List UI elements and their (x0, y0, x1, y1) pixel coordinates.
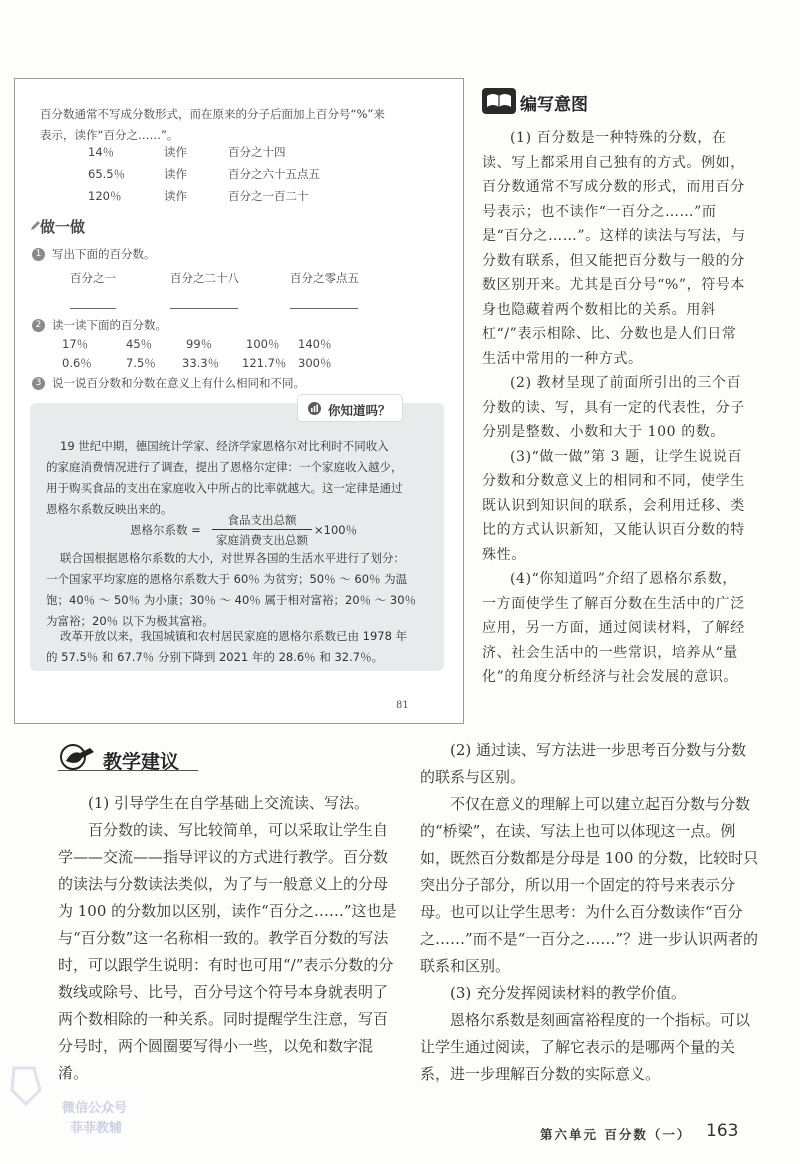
writing-intent-body (482, 126, 750, 690)
know-line: 19 世纪中期，德国统计学家、经济学家恩格尔对比利时不同收入 (60, 439, 389, 453)
teaching-paragraph: (3) 充分发挥阅读材料的教学价值。 (450, 984, 687, 1002)
know-paragraph-1 (46, 436, 422, 520)
writing-intent-title: 编写意图 (520, 95, 588, 115)
question-number-badge: 3 (32, 377, 45, 390)
know-paragraph-2 (46, 548, 422, 632)
q1-item: 百分之一 (70, 271, 116, 285)
textbook-intro (40, 104, 440, 146)
q2-percent: 99％ (186, 337, 213, 351)
intro-line-1: 百分数通常不写成分数形式，而在原来的分子后面加上百分号“%”来 (40, 107, 385, 121)
know-line: 改革开放以来，我国城镇和农村居民家庭的恩格尔系数已由 1978 年 (60, 629, 408, 643)
q2-percent: 7.5％ (126, 356, 156, 370)
know-line: 用于购买食品的支出在家庭收入中所占的比率就越大。这一定律是通过 (46, 481, 403, 495)
know-line: 饱；40％ ～ 50％ 为小康；30％ ～ 40％ 属于相对富裕；20％ ～ 30％ (46, 593, 417, 607)
question-text: 写出下面的百分数。 (52, 247, 156, 261)
q2-percent: 140％ (298, 337, 332, 351)
answer-blank[interactable] (290, 308, 358, 309)
title-underline (58, 770, 198, 771)
intro-line-2: 表示，读作“百分之……”。 (40, 128, 179, 142)
q2-percent: 33.3％ (182, 356, 220, 370)
teaching-paragraph: 恩格尔系数是刻画富裕程度的一个指标。可以让学生通过阅读，了解它表示的是哪两个量的关系，进一步理解百分数的实际意义。 (420, 1011, 751, 1083)
teaching-icon (60, 744, 98, 770)
example-reading: 百分之六十五点五 (228, 167, 320, 181)
q1-item: 百分之二十八 (170, 271, 239, 285)
q1-item: 百分之零点五 (290, 271, 359, 285)
q2-percent: 300％ (298, 356, 332, 370)
know-line: 联合国根据恩格尔系数的大小，对世界各国的生活水平进行了划分： (60, 551, 405, 565)
example-verb: 读作 (164, 189, 187, 203)
q2-percent: 17％ (62, 337, 89, 351)
writing-intent-paragraph: (1) 百分数是一种特殊的分数，在读、写上都采用自己独有的方式。例如，百分数通常不写成分数的形式，而用百分号表示；也不读作“一百分之……”而是“百分之……”。这样的读法与写法，与分数有联系，但又能把百分数与一般的分数区别开来。尤其是百分号“%”，符号本身也隐藏着两个数相比的关系。用斜杠“/”表示相除、比、分数也是人们日常生活中常用的一种方式。 (482, 130, 746, 367)
answer-blank[interactable] (170, 308, 238, 309)
footer-page-number: 163 (706, 1121, 739, 1141)
writing-intent-paragraph: (4)“你知道吗”介绍了恩格尔系数，一方面使学生了解百分数在生活中的广泛应用，另一方面，通过阅读材料，了解经济、社会生活中的一些常识，培养从“量化”的角度分析经济与社会发展的意识。 (482, 571, 745, 685)
writing-intent-paragraph: (3)“做一做”第 3 题，让学生说说百分数和分数意义上的相同和不同，使学生既认识到知识间的联系，会利用迁移、类比的方式认识新知，又能认识百分数的特殊性。 (482, 448, 745, 563)
know-paragraph-3 (46, 626, 422, 668)
question-text: 读一读下面的百分数。 (52, 318, 167, 332)
watermark-line-1: 微信公众号 (62, 1101, 128, 1116)
example-verb: 读作 (164, 167, 187, 181)
example-number: 120％ (88, 189, 122, 203)
formula-numerator: 食品支出总额 (227, 513, 297, 527)
exercise-title: 做一做 (40, 218, 86, 236)
example-reading: 百分之十四 (228, 145, 286, 159)
formula-denominator: 家庭消费支出总额 (216, 533, 308, 547)
open-book-icon (482, 88, 516, 114)
teaching-paragraph: (2) 通过读、写方法进一步思考百分数与分数的联系与区别。 (420, 741, 747, 786)
teaching-paragraph: 百分数的读、写比较简单，可以采取让学生自学——交流——指导评议的方式进行教学。百分数的读法与分数读法类似，为了与一般意义上的分母为 100 的分数加以区别，读作“百分之……”这也是与“百分数”这一名称相一致的。教学百分数的写法时，可以跟学生说明：有时也可用“/”表示分数的分数线或除号、比号，百分号这个符号本身就表明了两个数相除的一种关系。同时提醒学生注意，写百分号时，两个圆圈要写得小一些，以免和数字混淆。 (58, 821, 397, 1082)
teaching-paragraph: (1) 引导学生在自学基础上交流读、写法。 (88, 794, 370, 812)
bar-chart-icon (308, 402, 321, 415)
watermark-logo-icon (6, 1060, 46, 1110)
teaching-right-column (420, 737, 760, 1088)
question-text: 说一说百分数和分数在意义上有什么相同和不同。 (52, 376, 305, 390)
know-line: 一个国家平均家庭的恩格尔系数大于 60％ 为贫穷；50％ ～ 60％ 为温 (46, 572, 408, 586)
question-number-badge: 1 (32, 248, 45, 261)
textbook-page-number: 81 (396, 700, 409, 711)
teaching-suggestions-title: 教学建议 (103, 751, 180, 773)
q2-percent: 0.6％ (62, 356, 92, 370)
example-number: 65.5％ (88, 167, 126, 181)
footer-unit-label: 第六单元 百分数（一） (540, 1127, 692, 1142)
answer-blank[interactable] (70, 308, 116, 309)
q2-percent: 121.7％ (242, 356, 287, 370)
did-you-know-title: 你知道吗？ (328, 403, 391, 418)
formula-rhs: ×100％ (314, 523, 358, 537)
q2-percent: 45％ (126, 337, 153, 351)
writing-intent-paragraph: (2) 教材呈现了前面所引出的三个百分数的读、写，具有一定的代表性，分子分别是整数、小数和大于 100 的数。 (482, 375, 745, 440)
know-line: 的家庭消费情况进行了调查，提出了恩格尔定律：一个家庭收入越少， (46, 460, 403, 474)
teaching-paragraph: 不仅在意义的理解上可以建立起百分数与分数的“桥梁”，在读、写法上也可以体现这一点。例如，既然百分数都是分母是 100 的分数，比较时只突出分子部分，所以用一个固定的符号来表示分母。也可以让学生思考：为什么百分数读作“百分之……”而不是“一百分之……”？进一步认识两者的联系和区别。 (420, 795, 759, 975)
formula-lhs: 恩格尔系数 = (130, 523, 201, 537)
example-reading: 百分之一百二十 (228, 189, 309, 203)
question-number-badge: 2 (32, 319, 45, 332)
example-number: 14％ (88, 145, 115, 159)
watermark-line-2: 菲菲教辅 (70, 1121, 123, 1136)
know-line: 恩格尔系数反映出来的。 (46, 502, 173, 516)
know-line: 的 57.5％ 和 67.7％ 分别下降到 2021 年的 28.6％ 和 32.7％。 (46, 650, 384, 664)
know-line: 为富裕；20％ 以下为极其富裕。 (46, 614, 214, 628)
fraction-bar (212, 529, 312, 530)
q2-percent: 100％ (246, 337, 280, 351)
example-verb: 读作 (164, 145, 187, 159)
teaching-left-column (58, 790, 400, 1087)
